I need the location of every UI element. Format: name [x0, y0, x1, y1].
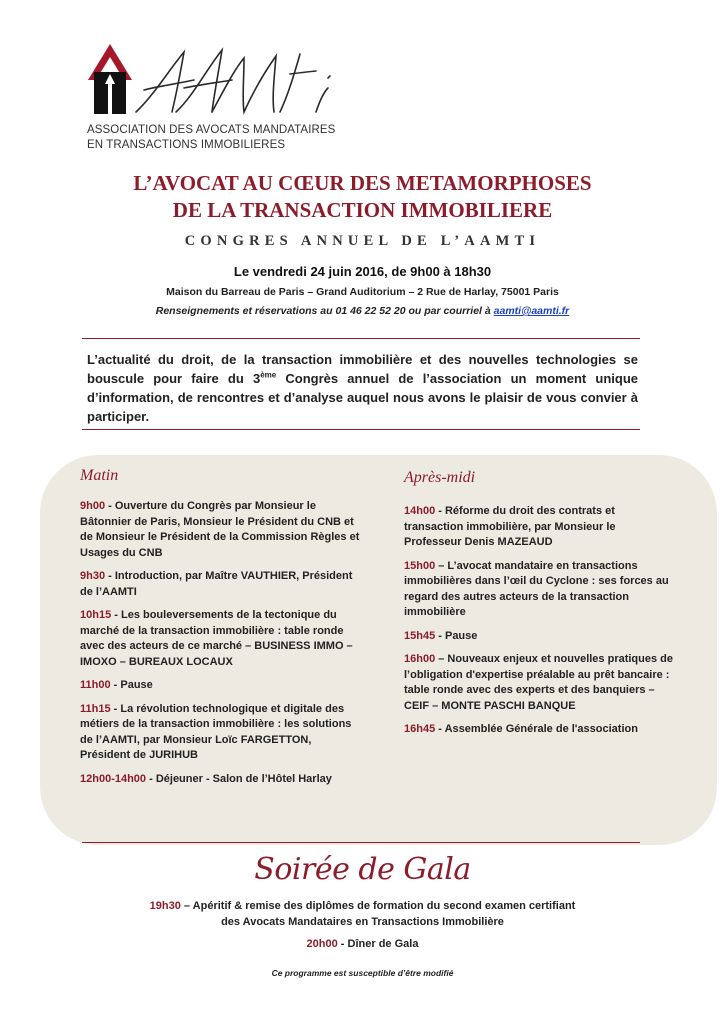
schedule-text: – L’avocat mandataire en transactions immobilières dans l’œil du Cyclone : ses forces au regard des autres acteurs de la transaction immobilière	[404, 559, 669, 618]
house-logo-icon	[84, 40, 344, 120]
afternoon-schedule	[404, 504, 676, 746]
intro-paragraph	[87, 350, 638, 426]
gala-details	[0, 898, 725, 930]
intro-text-2: Congrès annuel de l’association un moment unique d’information, de rencontres et d’analyse auquel nous avons le plaisir de vous convier à participer.	[87, 371, 638, 424]
schedule-time: 9h30	[80, 570, 106, 582]
gala-time1: 19h30	[149, 900, 181, 912]
schedule-item	[404, 629, 676, 645]
gala-text2: - Dîner de Gala	[337, 938, 419, 950]
gala-dinner	[0, 938, 725, 950]
schedule-item	[404, 652, 676, 714]
contact-email-link[interactable]: aamti@aamti.fr	[493, 305, 570, 317]
intro-text-1: L’actualité du droit, de la transaction immobilière et des nouvelles technologies se bouscule pour faire du 3	[87, 352, 638, 386]
title-line2: DE LA TRANSACTION IMMOBILIERE	[172, 198, 553, 222]
schedule-time: 16h00	[404, 653, 436, 665]
document-title	[0, 170, 725, 224]
morning-title: Matin	[80, 467, 119, 484]
schedule-time: 10h15	[80, 609, 112, 621]
gala-time2: 20h00	[306, 938, 338, 950]
organization-name	[87, 123, 335, 153]
schedule-time: 16h45	[404, 723, 436, 735]
schedule-item	[80, 569, 360, 600]
schedule-item	[80, 702, 360, 764]
schedule-text: - Pause	[110, 679, 153, 691]
event-venue: Maison du Barreau de Paris – Grand Auditorium – 2 Rue de Harlay, 75001 Paris	[166, 286, 559, 298]
schedule-text: - Introduction, par Maître VAUTHIER, Président de l’AAMTI	[80, 570, 353, 598]
schedule-text: - Assemblée Générale de l'association	[435, 723, 638, 735]
schedule-text: - La révolution technologique et digitale des métiers de la transaction immobilière : les solutions de l’AAMTI, par Monsieur Loïc FARGETTON, Président de JURIHUB	[80, 702, 352, 761]
event-contact	[0, 305, 725, 317]
intro-superscript: ème	[260, 370, 277, 380]
title-line1: L’AVOCAT AU CŒUR DES METAMORPHOSES	[133, 171, 592, 195]
afternoon-title: Après-midi	[404, 469, 476, 486]
program-note: Ce programme est susceptible d’être modifié	[271, 968, 454, 978]
schedule-item	[80, 678, 360, 694]
congress-subtitle: CONGRES ANNUEL DE L’AAMTI	[184, 233, 541, 249]
schedule-time: 12h00-14h00	[80, 772, 147, 785]
schedule-item	[80, 499, 360, 561]
divider-middle	[82, 429, 640, 430]
schedule-item	[404, 504, 676, 551]
gala-line2: des Avocats Mandataires en Transactions Immobilière	[221, 916, 504, 928]
schedule-text: - Ouverture du Congrès par Monsieur le Bâtonnier de Paris, Monsieur le Président du CNB et de Monsieur le Président de la Commission Règles et Usages du CNB	[80, 500, 360, 559]
schedule-item	[404, 722, 676, 738]
morning-schedule	[80, 499, 360, 795]
schedule-time: 9h00	[80, 500, 106, 512]
org-name-line1: ASSOCIATION DES AVOCATS MANDATAIRES	[87, 124, 336, 136]
schedule-text: – Nouveaux enjeux et nouvelles pratiques de l’obligation d'expertise préalable au prêt bancaire : table ronde avec des experts et des banquiers – CEIF – MONTE PASCHI BANQUE	[404, 653, 674, 712]
schedule-time: 15h45	[404, 629, 436, 642]
org-name-line2: EN TRANSACTIONS IMMOBILIERES	[87, 139, 286, 151]
schedule-item	[80, 608, 360, 670]
schedule-text: - Déjeuner - Salon de l’Hôtel Harlay	[146, 772, 332, 785]
schedule-time: 11h00	[80, 679, 111, 691]
schedule-time: 14h00	[404, 505, 436, 517]
contact-text: Renseignements et réservations au 01 46 22 52 20 ou par courriel à	[155, 305, 491, 317]
schedule-text: - Les bouleversements de la tectonique du marché de la transaction immobilière : table ronde avec des acteurs de ce marché – BUSINESS IMMO – IMOXO – BUREAUX LOCAUX	[80, 609, 353, 668]
divider-bottom	[82, 842, 640, 843]
gala-line1	[0, 898, 725, 914]
event-date: Le vendredi 24 juin 2016, de 9h00 à 18h30	[233, 264, 492, 279]
schedule-time: 11h15	[80, 702, 111, 715]
gala-text1a: – Apéritif & remise des diplômes de formation du second examen certifiant	[180, 900, 576, 912]
schedule-time: 15h00	[404, 559, 436, 572]
schedule-item	[404, 559, 676, 621]
schedule-text: - Réforme du droit des contrats et transaction immobilière, par Monsieur le Professeur Denis MAZEAUD	[404, 505, 616, 548]
gala-title: Soirée de Gala	[254, 852, 471, 887]
schedule-text: - Pause	[435, 629, 478, 642]
divider-top	[82, 338, 640, 339]
schedule-item	[80, 772, 360, 788]
